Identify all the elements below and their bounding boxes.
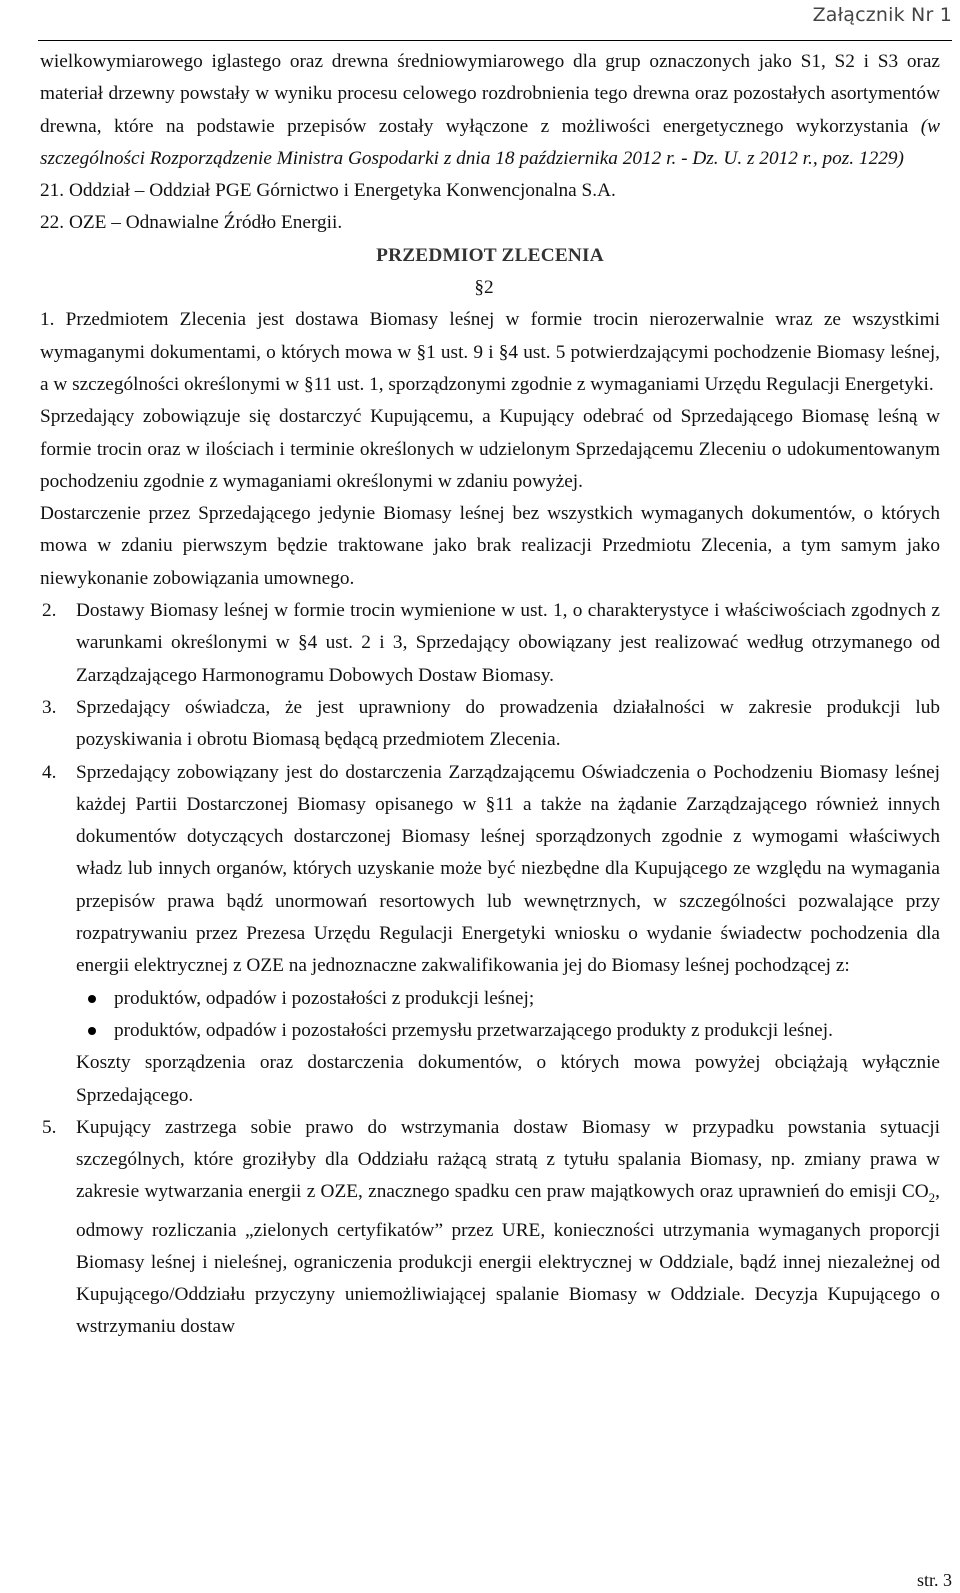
attachment-label: Załącznik Nr 1 — [812, 4, 952, 26]
item-number: 5. — [42, 1116, 57, 1138]
bullet-icon — [88, 1027, 96, 1035]
list-item-4 — [42, 757, 940, 1112]
bullet-text: produktów, odpadów i pozostałości przemysłu przetwarzającego produkty z produkcji leśnej. — [114, 1019, 833, 1041]
bullet-text: produktów, odpadów i pozostałości z produkcji leśnej; — [114, 987, 535, 1009]
intro-italic-reference: (w szczególności Rozporządzenie Ministra Gospodarki z dnia 18 października 2012 r. - Dz. U. z 2012 r., poz. 1229) — [40, 115, 940, 169]
item-number: 2. — [42, 600, 57, 622]
item-4-after-text: Koszty sporządzenia oraz dostarczenia dokumentów, o których mowa powyżej obciążają wyłącznie Sprzedającego. — [76, 1052, 940, 1106]
item-1-para-1 — [40, 304, 940, 401]
subscript: 2 — [928, 1190, 936, 1206]
item-4-text: Sprzedający zobowiązany jest do dostarczenia Zarządzającemu Oświadczenia o Pochodzeniu Biomasy leśnej każdej Partii Dostarczonej Biomasy opisanego w §11 a także na żądanie Zarządzającego również innych dokumentów dotyczących dostarczonej Biomasy leśnej sporządzonych zgodnie z wymogami właściwych władz lub innych organów, których uzyskanie może być niezbędne dla Kupującego ze względu na wymagania przepisów prawa bądź unormowań resortowych lub wewnętrznych, w szczególności pozwalające przy rozpatrywaniu przez Prezesa Urzędu Regulacji Energetyki wniosku o wydanie świadectw pochodzenia dla energii elektrycznej z OZE na jednoznaczne zakwalifikowania jej do Biomasy leśnej pochodzącej z: — [76, 761, 940, 977]
definition-number: 21. — [40, 180, 65, 202]
item-number: 1. — [40, 309, 55, 331]
list-item-2 — [42, 595, 940, 692]
paragraph-mark: §2 — [474, 277, 494, 299]
intro-text: wielkowymiarowego iglastego oraz drewna średniowymiarowego dla grup oznaczonych jako S1, S2 i S3 oraz materiał drzewny powstały w wyniku procesu celowego rozdrobnienia tego drewna oraz pozostałych asortymentów drewna, które na podstawie przepisów zostały wyłączone z możliwości energetycznego wykorzystania — [40, 51, 940, 137]
list-item-1 — [40, 304, 940, 595]
bullet-item — [76, 983, 940, 1015]
definition-22 — [40, 207, 940, 239]
item-number: 4. — [42, 761, 57, 783]
list-item-3 — [42, 692, 940, 757]
item-5-text — [76, 1112, 940, 1344]
item-1-para-3: Dostarczenie przez Sprzedającego jedynie Biomasy leśnej bez wszystkich wymaganych dokumentów, o których mowa w zdaniu pierwszym będzie traktowane jako brak realizacji Przedmiotu Zlecenia, a tym samym jako niewykonanie zobowiązania umownego. — [40, 503, 940, 589]
definition-number: 22. — [40, 212, 65, 234]
bullet-icon — [88, 995, 96, 1003]
page-number: str. 3 — [916, 1570, 952, 1590]
item-number: 3. — [42, 696, 57, 718]
bullet-list — [76, 983, 940, 1048]
bullet-item — [76, 1015, 940, 1047]
header-divider — [38, 40, 952, 41]
item-1-para-2: Sprzedający zobowiązuje się dostarczyć Kupującemu, a Kupujący odebrać od Sprzedającego Biomasę leśną w formie trocin oraz w ilościach i terminie określonych w udzielonym Sprzedającemu Zleceniu o udokumentowanym pochodzeniu zgodnie z wymaganiami określonymi w zdaniu powyżej. — [40, 406, 940, 492]
definition-text: Oddział – Oddział PGE Górnictwo i Energetyka Konwencjonalna S.A. — [68, 180, 616, 202]
definition-21 — [40, 175, 940, 207]
item-2-text: Dostawy Biomasy leśnej w formie trocin wymienione w ust. 1, o charakterystyce i właściwościach zgodnych z warunkami określonymi w §4 ust. 2 i 3, Sprzedający obowiązany jest realizować według otrzymanego od Zarządzającego Harmonogramu Dobowych Dostaw Biomasy. — [76, 600, 940, 686]
definition-text: OZE – Odnawialne Źródło Energii. — [68, 212, 343, 234]
section-title: PRZEDMIOT ZLECENIA — [376, 244, 604, 266]
item-text: Przedmiotem Zlecenia jest dostawa Biomasy leśnej w formie trocin nierozerwalnie wraz ze wszystkimi wymaganymi dokumentami, o których mowa w §1 ust. 9 i §4 ust. 5 potwierdzającymi pochodzenie Biomasy leśnej, a w szczególności określonymi w §11 ust. 1, sporządzonymi zgodnie z wymaganiami Urzędu Regulacji Energetyki. — [40, 309, 940, 395]
document-body — [40, 46, 940, 1344]
list-item-5 — [42, 1112, 940, 1344]
item-text: Kupujący zastrzega sobie prawo do wstrzymania dostaw Biomasy w przypadku powstania sytuacji szczególnych, które groziłyby dla Oddziału rażącą stratą z tytułu spalania Biomasy, np. zmiany prawa w zakresie wytwarzania energii z OZE, znacznego spadku cen praw majątkowych oraz uprawnień do emisji CO — [76, 1116, 940, 1203]
intro-paragraph — [40, 46, 940, 175]
item-3-text: Sprzedający oświadcza, że jest uprawniony do prowadzenia działalności w zakresie produkcji lub pozyskiwania i obrotu Biomasą będącą przedmiotem Zlecenia. — [76, 696, 940, 751]
item-text-continued: , odmowy rozliczania „zielonych certyfikatów” przez URE, konieczności utrzymania wymaganych proporcji Biomasy leśnej i nieleśnej, ograniczenia produkcji energii elektrycznej w Oddziale, bądź innej niezależnej od Kupującego/Oddziału przyczyny uniemożliwiającej spalanie Biomasy w Oddziale. Decyzja Kupującego o wstrzymaniu dostaw — [76, 1181, 940, 1338]
